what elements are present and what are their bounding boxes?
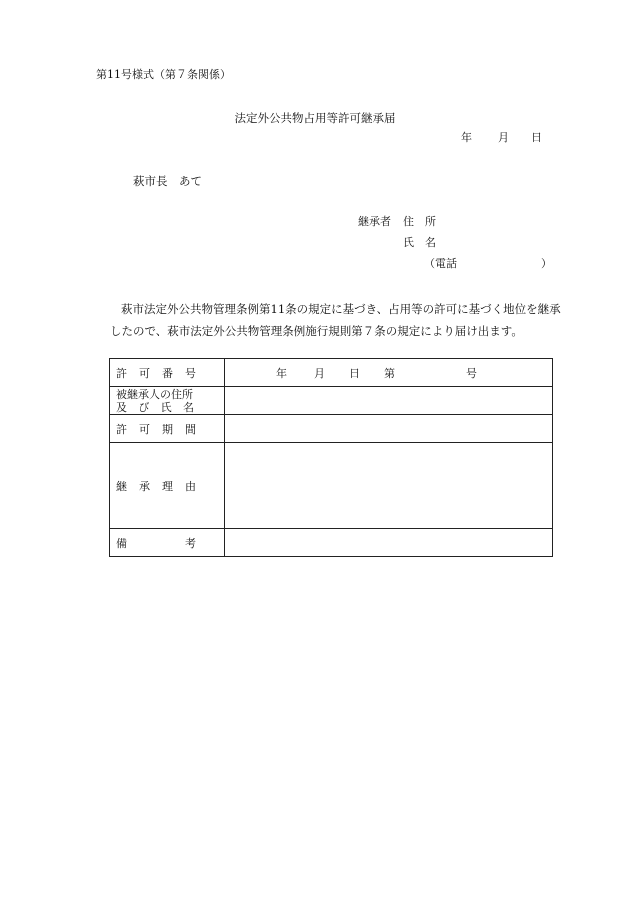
predecessor-label: 被継承人の住所 及 び 氏 名 [110, 387, 225, 415]
applicant-phone-label: （電話 [424, 257, 457, 270]
date-month-label: 月 [498, 131, 509, 144]
table-row-reason [110, 443, 553, 529]
notes-field[interactable] [225, 529, 553, 557]
permit-no-prefix: 第 [384, 367, 395, 380]
permit-year-label: 年 [276, 367, 287, 380]
notification-statement [110, 298, 560, 342]
permit-number-label: 許 可 番 号 [110, 359, 225, 387]
form-number: 第11号様式（第７条関係） [96, 68, 231, 81]
submission-date [461, 131, 542, 145]
succession-reason-label: 継 承 理 由 [110, 443, 225, 529]
table-row-notes [110, 529, 553, 557]
permit-month-label: 月 [314, 367, 325, 380]
permit-period-field[interactable] [225, 415, 553, 443]
date-day-label: 日 [531, 131, 542, 144]
permit-number-field[interactable] [225, 359, 553, 387]
statement-line-2: したので、萩市法定外公共物管理条例施行規則第７条の規定により届け出ます。 [110, 324, 523, 338]
applicant-name-label: 氏 名 [403, 236, 436, 249]
table-row-predecessor [110, 387, 553, 415]
permit-day-label: 日 [349, 367, 360, 380]
notes-label: 備 考 [110, 529, 225, 557]
predecessor-field[interactable] [225, 387, 553, 415]
statement-line-1: 萩市法定外公共物管理条例第11条の規定に基づき、占用等の許可に基づく地位を継承 [121, 302, 561, 316]
permit-period-label: 許 可 期 間 [110, 415, 225, 443]
details-table [109, 358, 553, 557]
applicant-phone-close: ） [541, 257, 552, 270]
table-row-permit-period [110, 415, 553, 443]
applicant-address-label: 住 所 [403, 215, 436, 228]
document-title: 法定外公共物占用等許可継承届 [234, 111, 396, 125]
table-row-permit-number [110, 359, 553, 387]
addressee: 萩市長 あて [133, 174, 202, 188]
applicant-heading: 継承者 [358, 215, 391, 228]
date-year-label: 年 [461, 131, 472, 144]
succession-reason-field[interactable] [225, 443, 553, 529]
permit-no-suffix: 号 [466, 367, 477, 380]
